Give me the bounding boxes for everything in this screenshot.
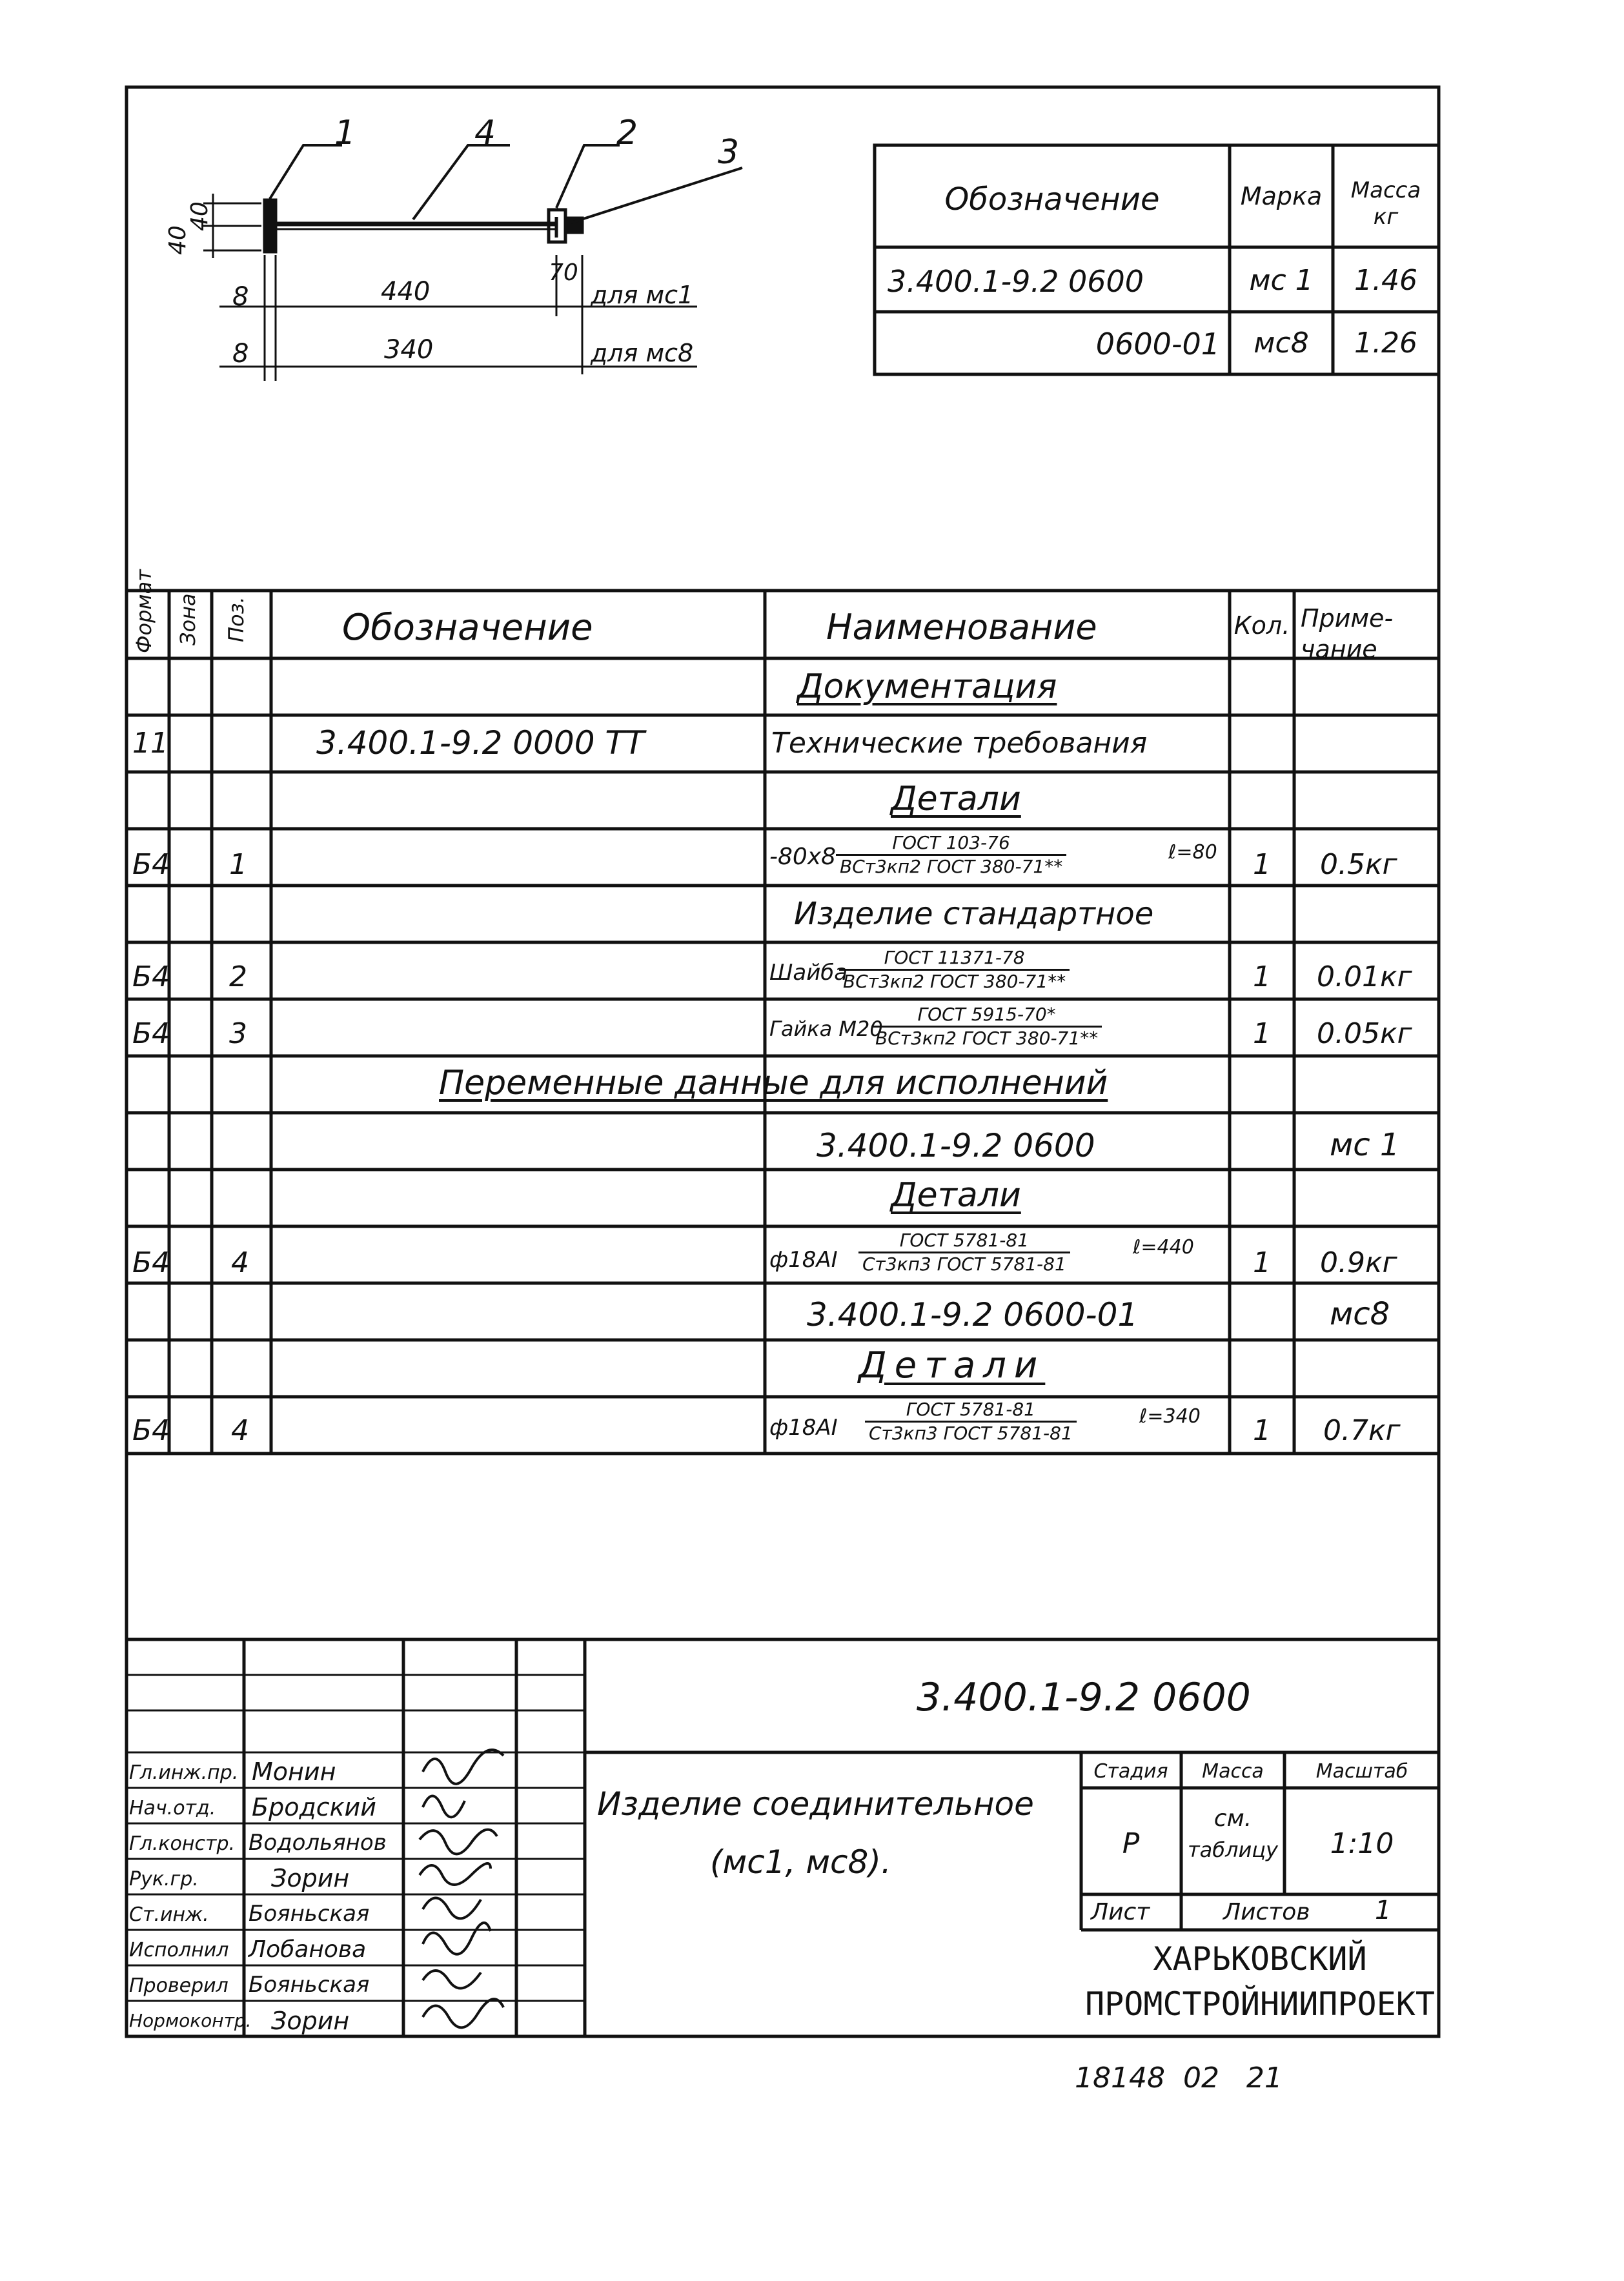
spec-row-name-fraction [836, 834, 1066, 876]
dim-length-340: 340 [384, 335, 434, 365]
spec-row-name-prefix: -80х8 [769, 844, 837, 870]
spec-row-name-suffix: ℓ=80 [1168, 841, 1217, 864]
spec-row-name-prefix: ф18АI [769, 1415, 838, 1441]
mark-header-mass: Масса кг [1350, 177, 1421, 230]
spec-row-section-details: Детали [891, 1176, 1021, 1215]
tb-person: Бояньская [249, 1901, 370, 1927]
spec-row-note: 0.9кг [1320, 1246, 1397, 1279]
fraction-denominator: Ст3кп3 ГОСТ 5781-81 [869, 1423, 1073, 1444]
spec-row-variable-data: Переменные данные для исполнений [439, 1064, 1108, 1102]
title-doc-number: 3.400.1-9.2 0600 [917, 1675, 1251, 1720]
spec-row-name: 3.400.1-9.2 0600 [817, 1127, 1095, 1164]
fraction-numerator: ГОСТ 5781-81 [865, 1401, 1077, 1423]
spec-row-pos: 4 [231, 1414, 249, 1447]
sheet-frame [127, 87, 1439, 2036]
fraction-numerator: ГОСТ 11371-78 [839, 949, 1070, 971]
spec-row-name: 3.400.1-9.2 0600-01 [807, 1296, 1139, 1333]
signature-scribbles [420, 1750, 503, 2027]
mark-header-mark: Марка [1240, 182, 1323, 210]
tb-role: Исполнил [129, 1939, 229, 1962]
spec-row-format: Б4 [132, 1017, 170, 1050]
product-marks: (мс1, мс8). [710, 1843, 891, 1881]
tb-person: Бояньская [249, 1972, 370, 1998]
fraction-numerator: ГОСТ 103-76 [836, 834, 1066, 856]
spec-row-name-fraction [871, 1006, 1102, 1048]
dim-offset-70: 70 [549, 259, 578, 286]
spec-header-designation: Обозначение [342, 607, 593, 649]
tb-role: Гл.инж.пр. [129, 1761, 239, 1784]
spec-row-format: Б4 [132, 848, 170, 881]
sheets-count: 1 [1375, 1896, 1392, 1925]
spec-header-qty: Кол. [1233, 611, 1290, 640]
spec-row-note: 0.05кг [1317, 1017, 1412, 1050]
spec-row-format: 11 [132, 727, 168, 760]
tb-role: Ст.инж. [129, 1903, 209, 1926]
spec-header-pos: Поз. [224, 596, 249, 642]
spec-row-format: Б4 [132, 960, 170, 993]
callout-2: 2 [616, 114, 638, 152]
spec-row-name-fraction [865, 1401, 1077, 1443]
tb-person: Монин [252, 1758, 336, 1786]
scale-value: 1:10 [1330, 1827, 1394, 1860]
fraction-numerator: ГОСТ 5781-81 [858, 1232, 1070, 1253]
spec-row-qty: 1 [1253, 1017, 1271, 1050]
mass-value-line1: см. [1213, 1805, 1252, 1832]
spec-row-name-suffix: ℓ=440 [1133, 1236, 1194, 1259]
footer-code: 18148 02 21 [1075, 2062, 1283, 2094]
mark-row2-mass: 1.26 [1354, 327, 1417, 360]
spec-header-format: Формат [132, 569, 156, 653]
mass-label: Масса [1202, 1760, 1264, 1783]
dim-thickness-1: 8 [232, 282, 249, 312]
mark-row1-mark: мс 1 [1249, 264, 1314, 297]
mark-header-designation: Обозначение [944, 181, 1160, 218]
dim-40-a: 40 [165, 225, 191, 255]
spec-row-pos: 3 [229, 1017, 247, 1050]
sheets-label: Листов [1223, 1899, 1310, 1925]
dim-for-mc8: для мс8 [591, 339, 694, 367]
spec-row-note: 0.5кг [1320, 848, 1397, 881]
spec-row-name: Технические требования [771, 727, 1148, 760]
fraction-denominator: ВСт3кп2 ГОСТ 380-71** [840, 856, 1063, 877]
spec-row-name-fraction [839, 949, 1070, 991]
spec-header-zone: Зона [176, 593, 200, 645]
fraction-denominator: ВСт3кп2 ГОСТ 380-71** [843, 971, 1066, 992]
spec-row-section-details: Детали [858, 1344, 1046, 1386]
spec-row-pos: 2 [229, 960, 247, 993]
tb-role: Нормоконтр. [129, 2010, 252, 2031]
tb-person: Лобанова [249, 1936, 367, 1963]
product-name: Изделие соединительное [597, 1785, 1034, 1823]
spec-row-note: мс 1 [1330, 1127, 1400, 1163]
scale-label: Масштаб [1315, 1760, 1408, 1783]
callout-4: 4 [474, 114, 496, 152]
spec-row-format: Б4 [132, 1414, 170, 1447]
spec-row-pos: 1 [229, 848, 247, 881]
tb-person: Зорин [271, 2007, 350, 2035]
dim-length-440: 440 [381, 277, 431, 307]
fraction-denominator: ВСт3кп2 ГОСТ 380-71** [875, 1028, 1099, 1049]
org-name-line2: ПРОМСТРОЙНИИПРОЕКТ [1085, 1985, 1435, 2023]
callout-1: 1 [334, 114, 356, 152]
tb-role: Проверил [129, 1974, 228, 1997]
mass-value-line2: таблицу [1188, 1838, 1278, 1862]
spec-row-section-documentation: Документация [797, 667, 1057, 706]
spec-row-name-prefix: Гайка М20 [769, 1017, 883, 1041]
dim-40-b: 40 [187, 201, 213, 231]
spec-row-name-fraction [858, 1232, 1070, 1273]
tb-person: Бродский [252, 1793, 376, 1821]
callout-3: 3 [718, 133, 740, 172]
stage-label: Стадия [1093, 1760, 1168, 1783]
spec-row-name-prefix: Шайба [769, 960, 848, 986]
stage-value: Р [1122, 1827, 1140, 1860]
spec-row-qty: 1 [1253, 960, 1271, 993]
sheet-label: Лист [1091, 1899, 1150, 1925]
spec-row-qty: 1 [1253, 1246, 1271, 1279]
mark-row2-designation: 0600-01 [1095, 327, 1220, 361]
spec-header-note: Приме-чание [1301, 604, 1394, 664]
spec-row-designation: 3.400.1-9.2 0000 ТТ [316, 724, 645, 762]
spec-row-section-standard: Изделие стандартное [794, 896, 1154, 932]
mark-row1-mass: 1.46 [1354, 264, 1417, 297]
dim-for-mc1: для мс1 [591, 281, 694, 309]
tb-role: Гл.констр. [129, 1832, 236, 1855]
tb-person: Зорин [271, 1864, 350, 1892]
spec-row-note: 0.7кг [1323, 1414, 1401, 1447]
mark-row1-designation: 3.400.1-9.2 0600 [888, 264, 1144, 299]
tb-role: Нач.отд. [129, 1797, 216, 1820]
spec-row-note: 0.01кг [1317, 960, 1412, 993]
org-name-line1: ХАРЬКОВСКИЙ [1153, 1940, 1367, 1978]
spec-row-qty: 1 [1253, 1414, 1271, 1447]
spec-row-section-details: Детали [891, 780, 1021, 818]
spec-row-name-suffix: ℓ=340 [1139, 1405, 1201, 1428]
spec-row-qty: 1 [1253, 848, 1271, 881]
spec-row-format: Б4 [132, 1246, 170, 1279]
mark-row2-mark: мс8 [1254, 327, 1309, 360]
fraction-denominator: Ст3кп3 ГОСТ 5781-81 [862, 1253, 1066, 1275]
dim-thickness-2: 8 [232, 339, 249, 369]
tb-person: Водольянов [249, 1830, 387, 1856]
spec-row-note: мс8 [1330, 1296, 1390, 1332]
spec-row-name-prefix: ф18АI [769, 1247, 838, 1273]
spec-header-name: Наименование [826, 607, 1097, 647]
tb-role: Рук.гр. [129, 1868, 199, 1891]
spec-row-pos: 4 [231, 1246, 249, 1279]
fraction-numerator: ГОСТ 5915-70* [871, 1006, 1102, 1028]
